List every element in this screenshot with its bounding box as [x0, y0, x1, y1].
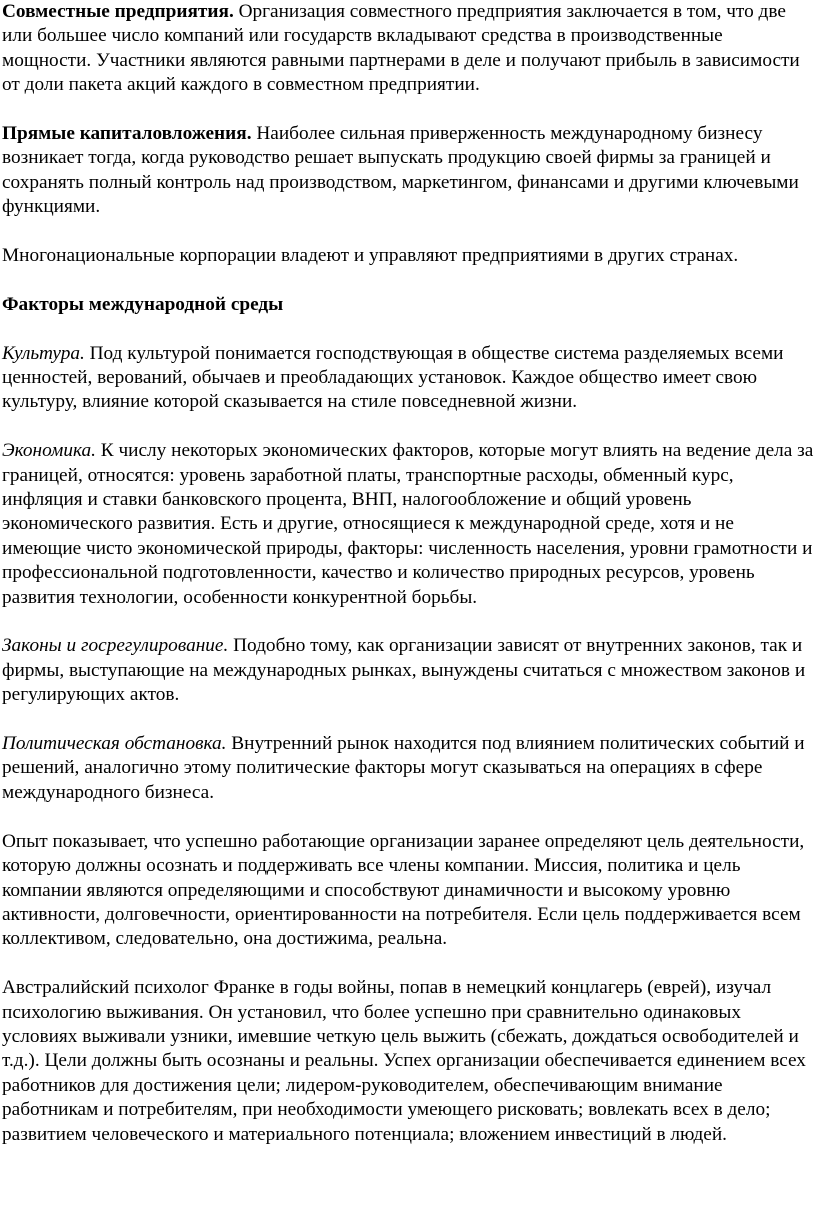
- term-joint-ventures: Совместные предприятия.: [2, 1, 234, 22]
- paragraph-direct-investment: [2, 122, 814, 220]
- term-politics: Политическая обстановка.: [2, 733, 227, 755]
- paragraph-experience: Опыт показывает, что успешно работающие организации заранее определяют цель деятельности, которую должны осознать и поддерживать все члены компании. Миссия, политика и цель компании являются определяющими и способствуют динамичности и высокому уровню активности, долговечности, ориентированности на потребителя. Если цель поддерживается всем коллективом, следовательно, она достижима, реальна.: [2, 830, 805, 950]
- paragraph-politics: [2, 732, 814, 805]
- term-culture: Культура.: [2, 342, 85, 364]
- section-heading: Факторы международной среды: [2, 293, 284, 315]
- paragraph-text: Подобно тому, как организации зависят от внутренних законов, так и фирмы, выступающие на международных рынках, вынуждены считаться с множеством законов и регулирующих актов.: [2, 635, 806, 706]
- paragraph-laws: [2, 634, 814, 707]
- paragraph-economy: [2, 439, 814, 610]
- term-direct-investment: Прямые капиталовложения.: [2, 123, 252, 145]
- paragraph-culture: [2, 342, 814, 415]
- paragraph-text: Под культурой понимается господствующая в обществе система разделяемых всеми ценностей, верований, обычаев и преобладающих установок. Каждое общество имеет свою культуру, влияние которой сказывается на стиле повседневной жизни.: [2, 342, 784, 413]
- paragraph-multinationals: Многонациональные корпорации владеют и управляют предприятиями в других странах.: [2, 245, 739, 267]
- paragraph-text: Организация совместного предприятия заключается в том, что две или большее число компаний или государств вкладывают средства в производственные мощности. Участники являются равными партнерами в деле и получают прибыль в зависимости от доли пакета акций каждого в совместном предприятии.: [2, 1, 800, 96]
- term-economy: Экономика.: [2, 440, 96, 462]
- paragraph-joint-ventures: [2, 0, 814, 98]
- paragraph-text: Внутренний рынок находится под влиянием политических событий и решений, аналогично этому политические факторы могут сказываться на операциях в сфере международного бизнеса.: [2, 733, 805, 803]
- paragraph-text: К числу некоторых экономических факторов, которые могут влиять на ведение дела за границей, относятся: уровень заработной платы, транспортные расходы, обменный курс, инфляция и ставки банковского процента, ВНП, налогообложение и общий уровень экономического развития. Есть и другие, относящиеся к международной среде, хотя и не имеющие чисто экономической природы, факторы: численность населения, уровни грамотности и профессиональной подготовленности, качество и количество природных ресурсов, уровень развития технологии, особенности конкурентной борьбы.: [2, 440, 814, 608]
- paragraph-text: Наиболее сильная приверженность международному бизнесу возникает тогда, когда руководство решает выпускать продукцию своей фирмы за границей и сохранять полный контроль над производством, маркетингом, финансами и другими ключевыми функциями.: [2, 123, 799, 218]
- term-laws: Законы и госрегулирование.: [2, 635, 229, 657]
- paragraph-psychologist: Австралийский психолог Франке в годы войны, попав в немецкий концлагерь (еврей), изучал психологию выживания. Он установил, что более успешно при сравнительно одинаковых условиях выживали узники, имевшие четкую цель выжить (сбежать, дождаться освободителей и т.д.). Цели должны быть осознаны и реальны. Успех организации обеспечивается единением всех работников для достижения цели; лидером-руководителем, обеспечивающим внимание работникам и потребителям, при необходимости умеющего рисковать; вовлекать всех в дело; развитием человеческого и материального потенциала; вложением инвестиций в людей.: [2, 977, 806, 1145]
